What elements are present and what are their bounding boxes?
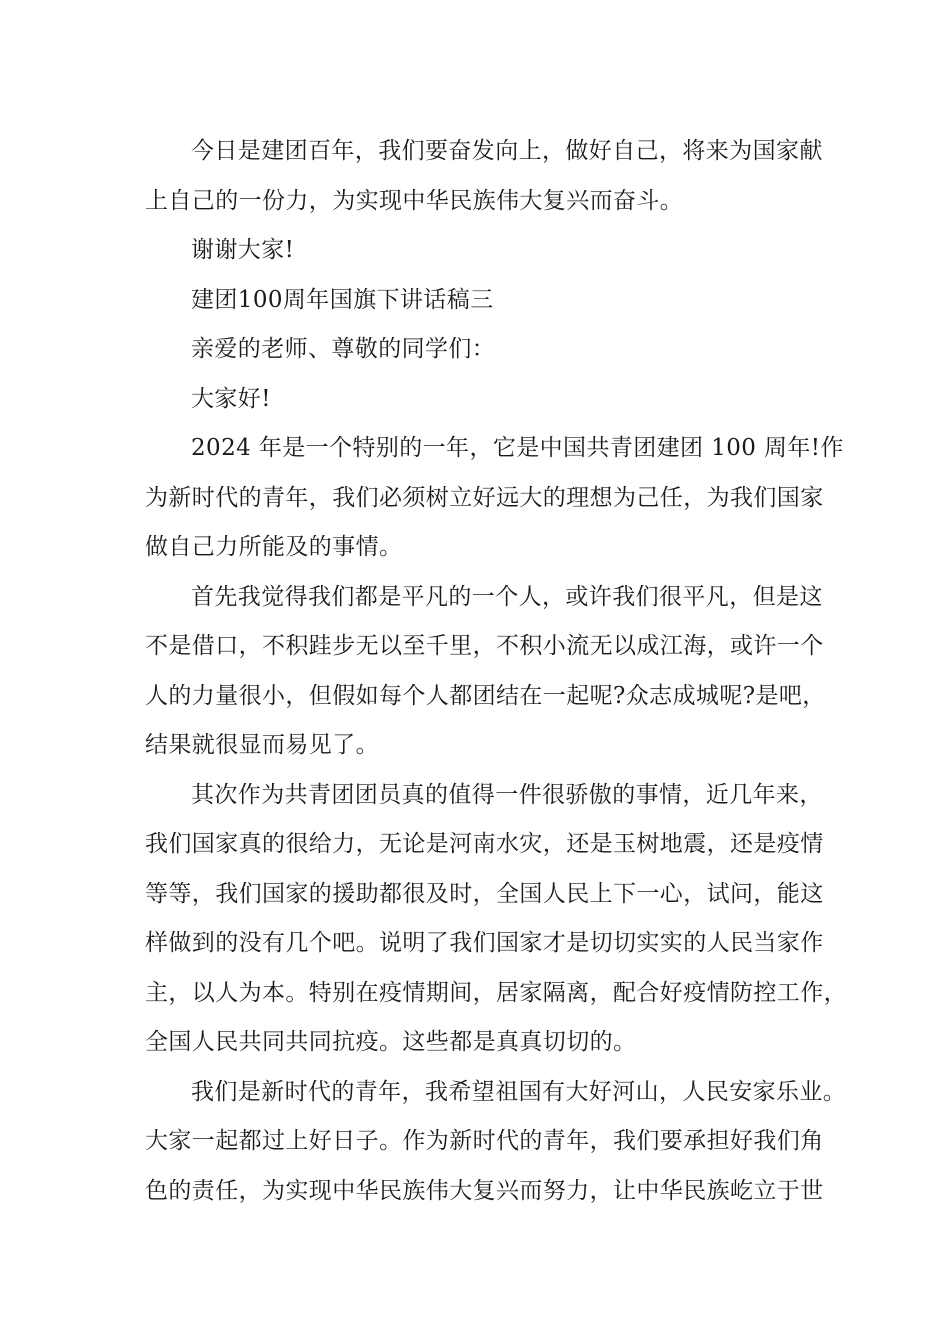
paragraph-line: 上自己的一份力，为实现中华民族伟大复兴而奋斗。 (145, 187, 684, 214)
paragraph-line: 谢谢大家! (191, 237, 295, 263)
paragraph-line: 不是借口，不积跬步无以至千里，不积小流无以成江海，或许一个 (145, 633, 824, 659)
paragraph-line: 我们是新时代的青年，我希望祖国有大好河山，人民安家乐业。 (191, 1078, 847, 1105)
paragraph-line: 今日是建团百年，我们要奋发向上，做好自己，将来为国家献 (191, 138, 823, 164)
paragraph-line: 为新时代的青年，我们必须树立好远大的理想为己任，为我们国家 (145, 484, 824, 511)
paragraph-line: 其次作为共青团团员真的值得一件很骄傲的事情，近几年来， (191, 781, 823, 808)
greeting: 大家好! (191, 385, 271, 412)
section-heading: 建团100周年国旗下讲话稿三 (191, 286, 494, 313)
paragraph-line: 首先我觉得我们都是平凡的一个人，或许我们很平凡，但是这 (191, 583, 823, 610)
paragraph-line: 做自己力所能及的事情。 (145, 534, 403, 560)
paragraph-line: 大家一起都过上好日子。作为新时代的青年，我们要承担好我们角 (145, 1128, 824, 1154)
paragraph-line: 全国人民共同共同抗疫。这些都是真真切切的。 (145, 1029, 637, 1055)
paragraph-line: 结果就很显而易见了。 (145, 732, 379, 758)
document-body (145, 127, 847, 1216)
paragraph-line: 色的责任，为实现中华民族伟大复兴而努力，让中华民族屹立于世 (145, 1177, 824, 1204)
salutation: 亲爱的老师、尊敬的同学们： (191, 336, 496, 362)
paragraph-line: 2024 年是一个特别的一年，它是中国共青团建团 100 周年!作 (191, 435, 844, 461)
paragraph-line: 我们国家真的很给力，无论是河南水灾，还是玉树地震，还是疫情 (145, 831, 824, 857)
paragraph-line: 人的力量很小，但假如每个人都团结在一起呢?众志成城呢?是吧， (145, 682, 826, 709)
paragraph-line: 样做到的没有几个吧。说明了我们国家才是切切实实的人民当家作 (145, 930, 824, 956)
paragraph-line: 主，以人为本。特别在疫情期间，居家隔离，配合好疫情防控工作， (145, 979, 847, 1006)
paragraph-line: 等等，我们国家的援助都很及时，全国人民上下一心，试问，能这 (145, 880, 824, 907)
